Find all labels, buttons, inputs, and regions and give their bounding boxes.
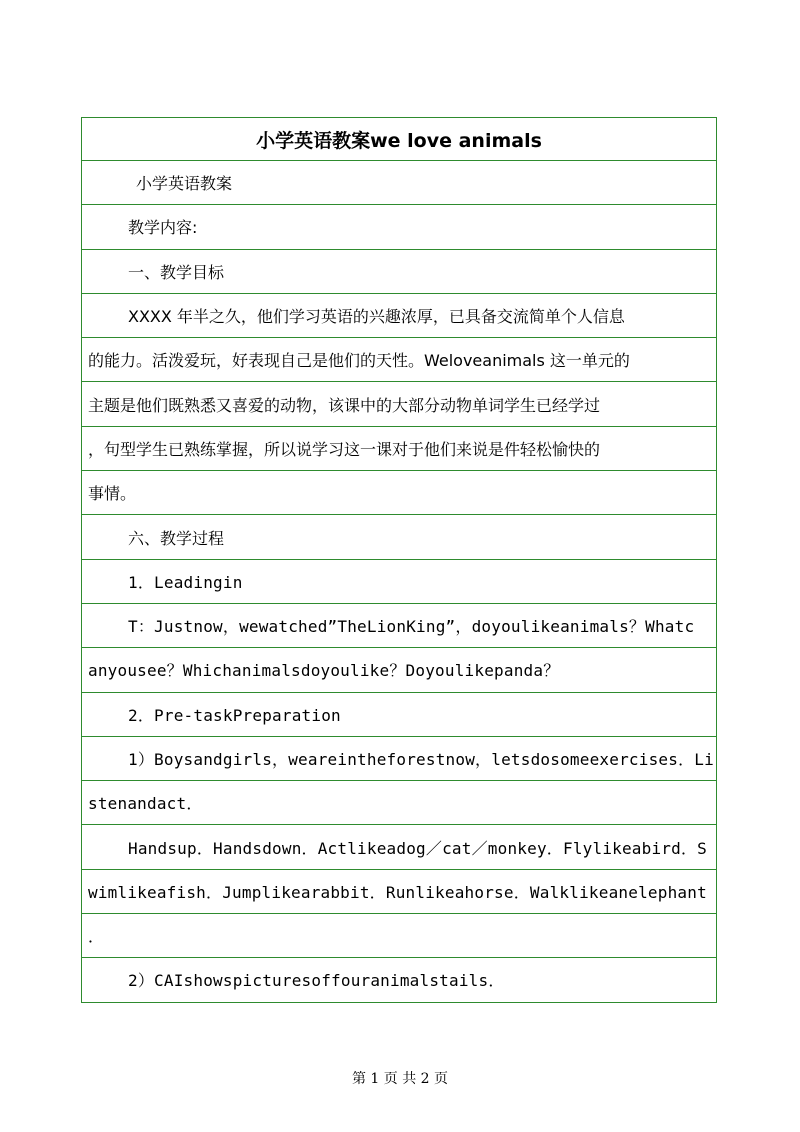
text-line: Handsup．Handsdown．Actlikeadog／cat／monkey．Flylikeabird．S (82, 824, 716, 868)
text-line: ，句型学生已熟练掌握，所以说学习这一课对于他们来说是件轻松愉快的 (82, 426, 716, 470)
text-line: 2．Pre-taskPreparation (82, 692, 716, 736)
text-line: 小学英语教案 (82, 160, 716, 204)
document-title: 小学英语教案we love animals (256, 129, 542, 152)
text-line: T：Justnow，wewatched”TheLionKing”，doyoulikeanimals？Whatc (82, 603, 716, 647)
text-line: 教学内容: (82, 204, 716, 248)
text-line: stenandact． (82, 780, 716, 824)
document-table (81, 117, 717, 1003)
text-line: 2）CAIshowspicturesoffouranimalstails． (82, 957, 716, 1001)
section-heading: 一、教学目标 (82, 249, 716, 293)
page-footer: 第 1 页 共 2 页 (351, 1071, 449, 1087)
text-line: ． (82, 913, 716, 957)
text-line: 1．Leadingin (82, 559, 716, 603)
text-line: XXXX 年半之久，他们学习英语的兴趣浓厚，已具备交流简单个人信息 (82, 293, 716, 337)
text-line: 的能力。活泼爱玩，好表现自己是他们的天性。Weloveanimals 这一单元的 (82, 337, 716, 381)
text-line: wimlikeafish．Jumplikearabbit．Runlikeahorse．Walklikeanelephant (82, 869, 716, 913)
text-line: anyousee？Whichanimalsdoyoulike？Doyoulikepanda？ (82, 647, 716, 691)
text-line: 事情。 (82, 470, 716, 514)
text-line: 主题是他们既熟悉又喜爱的动物，该课中的大部分动物单词学生已经学过 (82, 381, 716, 425)
section-heading: 六、教学过程 (82, 514, 716, 558)
text-line: 1）Boysandgirls，weareintheforestnow，letsdosomeexercises．Li (82, 736, 716, 780)
